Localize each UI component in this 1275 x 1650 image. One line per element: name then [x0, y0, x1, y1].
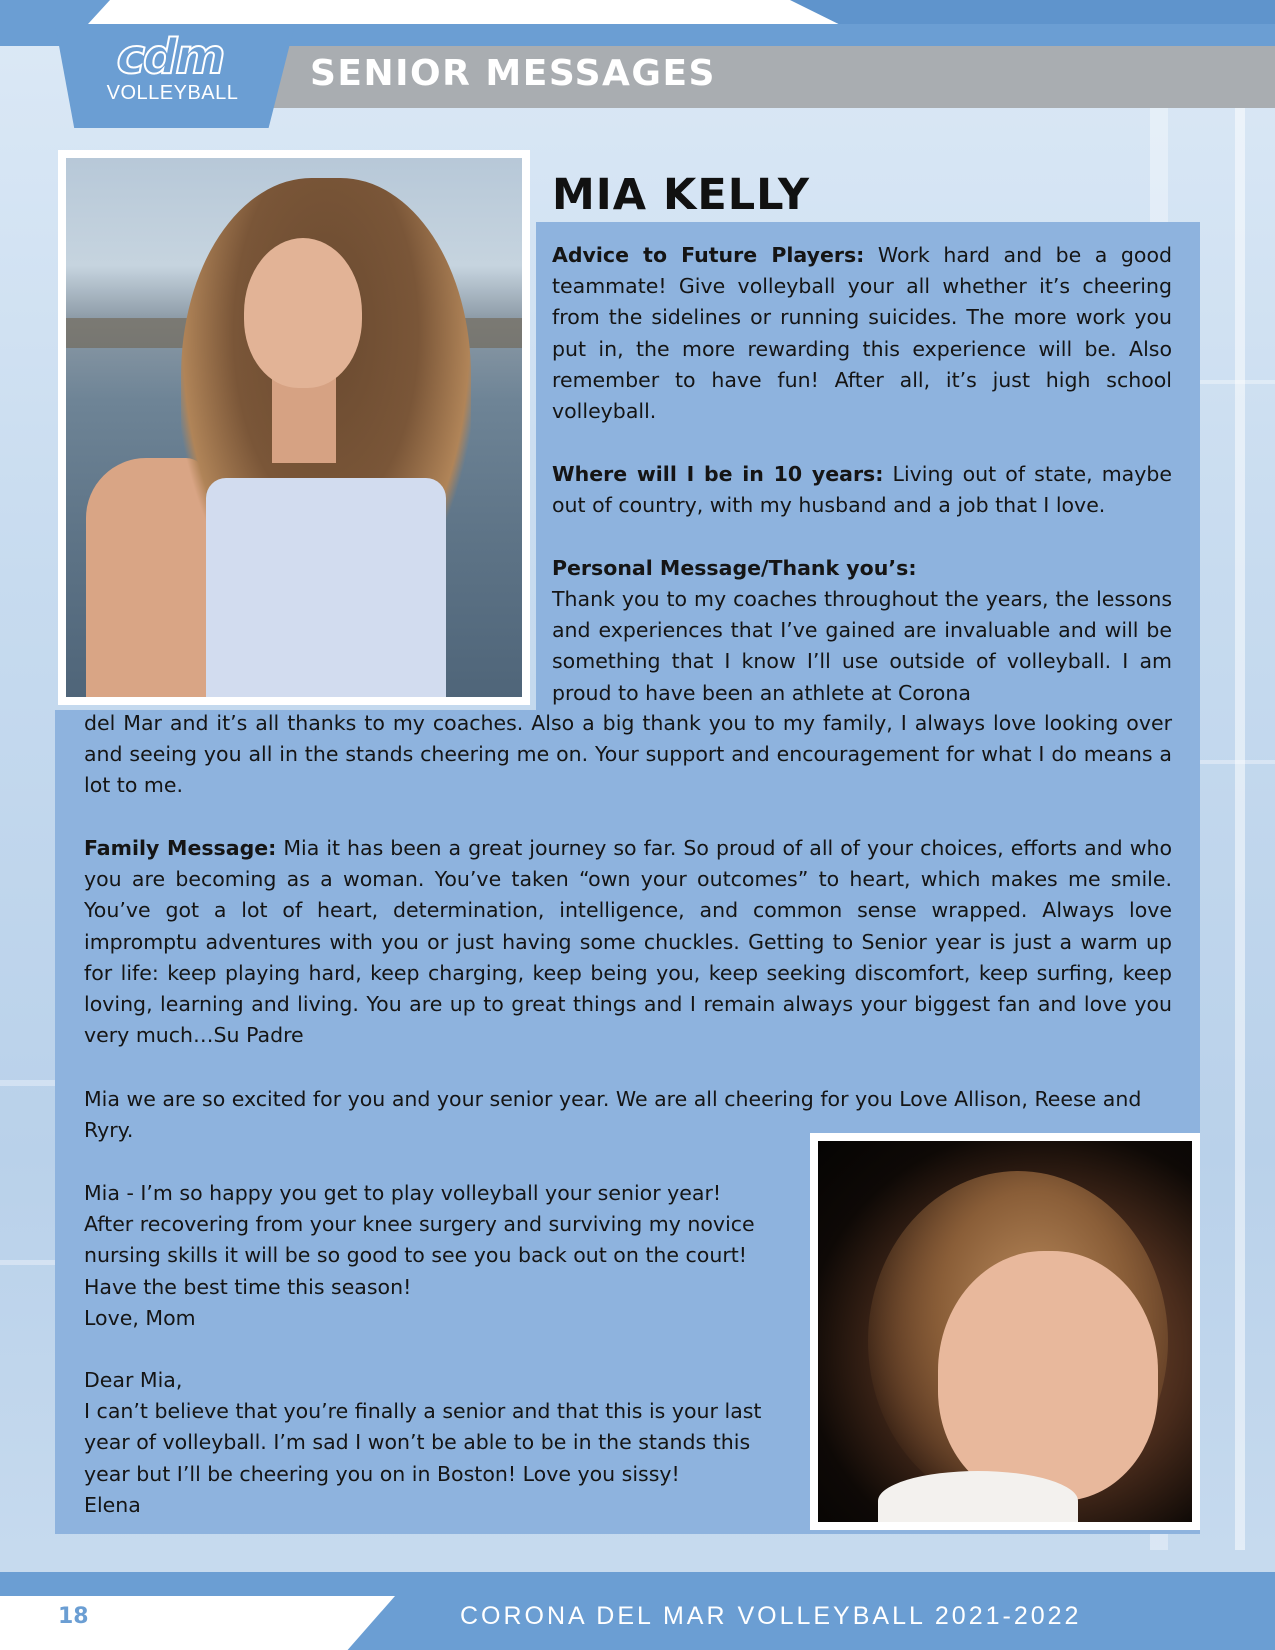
advice-paragraph: [552, 240, 1172, 427]
senior-photo: [58, 150, 530, 705]
future-label: Where will I be in 10 years:: [552, 462, 884, 486]
allison-message: Mia we are so excited for you and your senior year. We are all cheering for you Love Allison, Reese and Ryry.: [84, 1087, 1142, 1143]
personal-message-text-part1: Thank you to my coaches throughout the years, the lessons and experiences that I’ve gained are invaluable and will be something that I know I’ll use outside of volleyball. I am proud to have been an athlete at Corona: [552, 587, 1172, 705]
mom-message-line: After recovering from your knee surgery and surviving my novice: [84, 1212, 755, 1237]
personal-message-label: [552, 553, 1172, 584]
family-message-text: Mia it has been a great journey so far. So proud of all of your choices, efforts and who you are becoming as a woman. You’ve taken “own your outcomes” to heart, which makes me smile. You’ve got a lot of heart, determination, intelligence, and common sense wrapped. Always love impromptu adventures with you or just having some chuckles. Getting to Senior year is just a warm up for life: keep playing hard, keep charging, keep being you, keep seeking discomfort, keep surfing, keep loving, learning and living. You are up to great things and I remain always your biggest fan and love you very much…Su Padre: [84, 836, 1172, 1048]
mom-message: [84, 1178, 794, 1334]
section-title: SENIOR MESSAGES: [310, 53, 716, 94]
footer-title: CORONA DEL MAR VOLLEYBALL 2021-2022: [460, 1602, 1082, 1630]
advice-text: Work hard and be a good teammate! Give volleyball your all whether it’s cheering from the sidelines or running suicides. The more work you put in, the more rewarding this experience will be. Also remember to have fun! After all, it’s just high school volleyball.: [552, 243, 1172, 424]
childhood-photo-image: [818, 1141, 1192, 1522]
family-message-paragraph: [84, 833, 1172, 1051]
future-paragraph: [552, 459, 1172, 521]
advice-label: Advice to Future Players:: [552, 243, 865, 267]
personal-message-text-part2: del Mar and it’s all thanks to my coaches. Also a big thank you to my family, I always love looking over and seeing you all in the stands cheering me on. Your support and encouragement for what I do means a lot to me.: [84, 711, 1172, 798]
mom-message-line: Mia - I’m so happy you get to play volleyball your senior year!: [84, 1181, 722, 1205]
elena-message-line: I can’t believe that you’re finally a senior and that this is your last: [84, 1399, 762, 1424]
mom-message-line: nursing skills it will be so good to see you back out on the court!: [84, 1243, 747, 1268]
future-text: Living out of state, maybe out of country, with my husband and a job that I love.: [552, 462, 1172, 518]
elena-message: [84, 1365, 794, 1521]
elena-message-greeting: Dear Mia,: [84, 1368, 183, 1392]
family-message-label: Family Message:: [84, 836, 277, 860]
senior-photo-image: [66, 158, 522, 697]
logo-subtitle: VOLLEYBALL: [106, 82, 239, 104]
personal-message-heading: Personal Message/Thank you’s:: [552, 556, 917, 580]
header-accent-right: [790, 0, 1275, 24]
childhood-photo: [810, 1133, 1200, 1530]
elena-message-signature: Elena: [84, 1492, 141, 1517]
senior-name: MIA KELLY: [552, 170, 810, 220]
elena-message-line: year of volleyball. I’m sad I won’t be able to be in the stands this: [84, 1430, 751, 1455]
logo-wordmark: cdm: [116, 29, 224, 85]
mom-message-line: Have the best time this season!: [84, 1274, 412, 1299]
elena-message-line: year but I’ll be cheering you on in Boston! Love you sissy!: [84, 1461, 680, 1486]
page-number: 18: [58, 1604, 89, 1629]
mom-message-signature: Love, Mom: [84, 1305, 196, 1330]
